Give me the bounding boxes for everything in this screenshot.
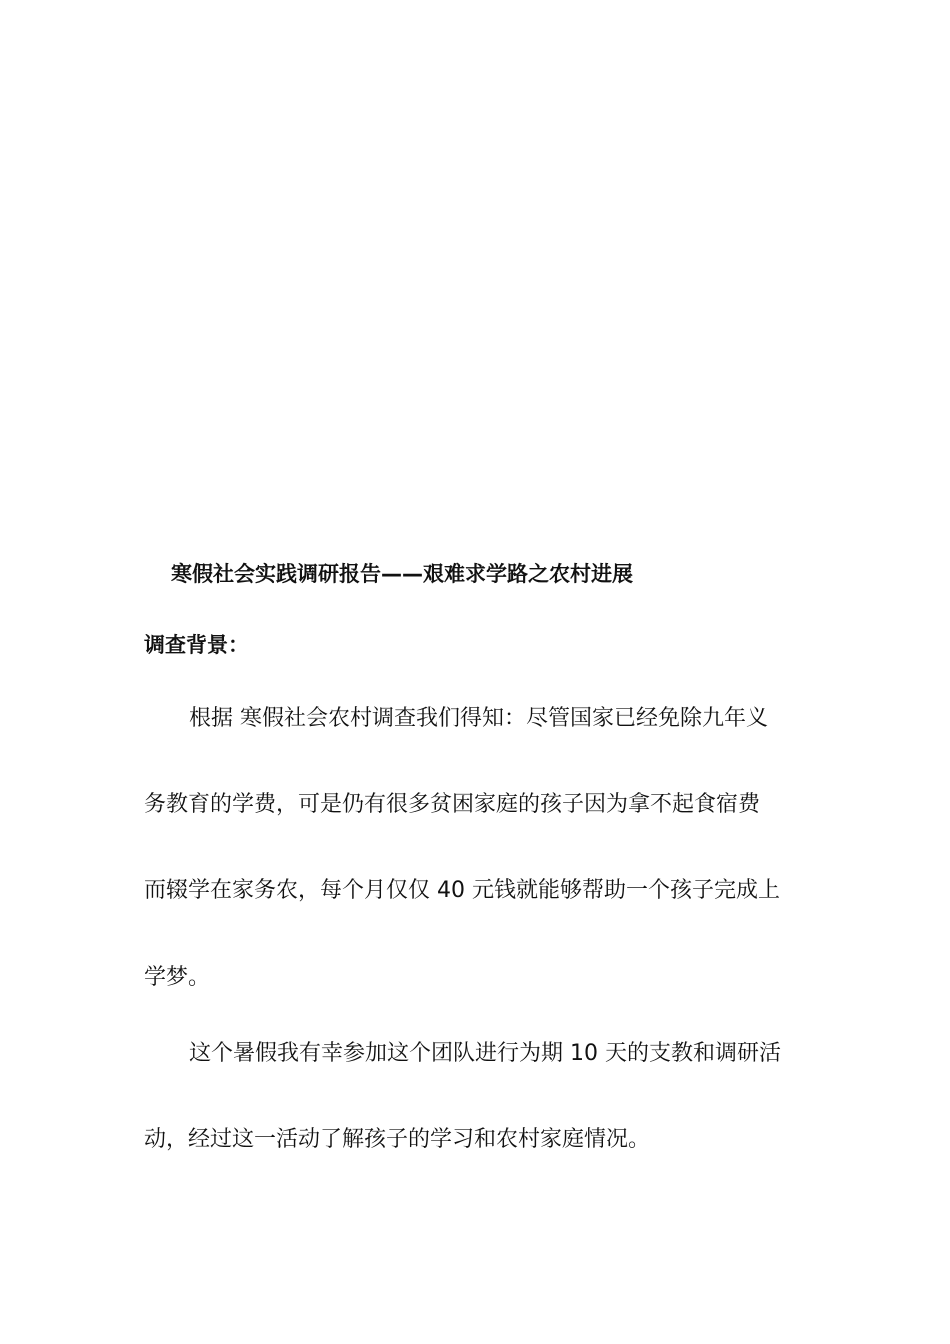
paragraph-2-line-2: 动，经过这一活动了解孩子的学习和农村家庭情况。 xyxy=(144,1127,651,1152)
document-title: 寒假社会实践调研报告——艰难求学路之农村进展 xyxy=(171,562,633,586)
paragraph-1-line-2: 务教育的学费，可是仍有很多贫困家庭的孩子因为拿不起食宿费 xyxy=(144,792,761,817)
paragraph-1-line-1: 根据 寒假社会农村调查我们得知：尽管国家已经免除九年义 xyxy=(189,706,768,731)
section-heading: 调查背景： xyxy=(144,633,249,657)
paragraph-1-line-3: 而辍学在家务农，每个月仅仅 40 元钱就能够帮助一个孩子完成上 xyxy=(144,878,780,903)
paragraph-2-line-1: 这个暑假我有幸参加这个团队进行为期 10 天的支教和调研活 xyxy=(189,1041,781,1066)
paragraph-1-line-4: 学梦。 xyxy=(144,965,211,990)
